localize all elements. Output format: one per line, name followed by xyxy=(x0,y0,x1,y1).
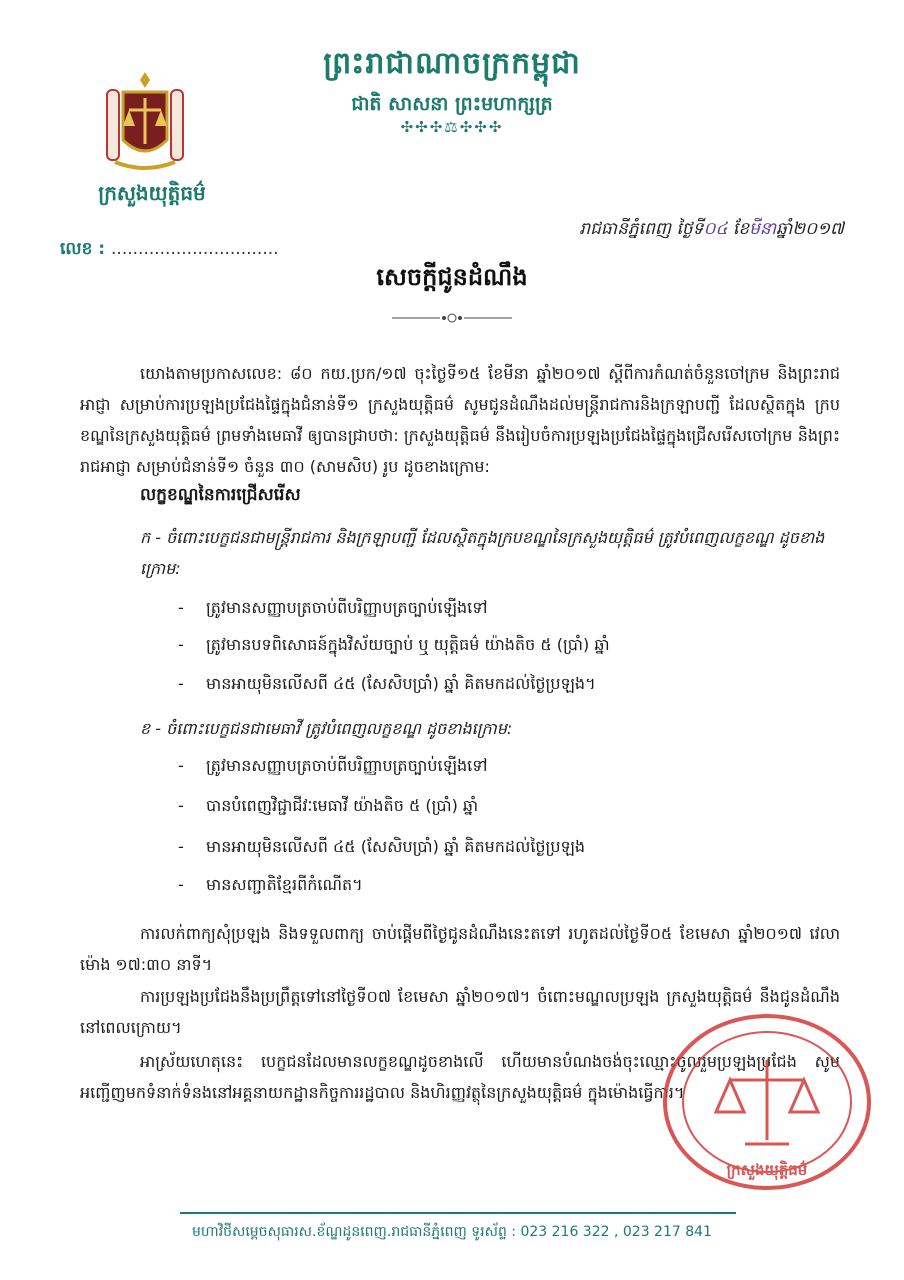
title-divider xyxy=(392,312,512,324)
list-item: - ត្រូវមានបទពិសោធន៍ក្នុងវិស័យច្បាប់ ឬ យុត្តិធម៌ យ៉ាងតិច ៥ (ប្រាំ) ឆ្នាំ xyxy=(178,635,610,654)
list-item: - មានសញ្ជាតិខ្មែរពីកំណើត។ xyxy=(178,875,363,894)
list-item: - បានបំពេញវិជ្ជាជីវៈមេធាវី យ៉ាងតិច ៥ (ប្រាំ) ឆ្នាំ xyxy=(178,796,479,815)
application-paragraph: ការលក់ពាក្យសុំប្រឡង និងទទួលពាក្យ ចាប់ផ្តើមពីថ្ងៃជូនដំណឹងនេះតទៅ រហូតដល់ថ្ងៃទី០៥ ខែមេសា ឆ្នាំ២០១៧ វេលាម៉ោង ១៧:៣០ នាទី។ xyxy=(80,924,840,974)
date-month: មីនា xyxy=(749,219,777,239)
date-prefix: រាជធានីភ្នំពេញ ថ្ងៃទី xyxy=(579,219,704,239)
date-day: ០៤ xyxy=(703,219,728,239)
intro-paragraph: យោងតាមប្រកាសលេខ: ៨០ កយ.ប្រក/១៧ ចុះថ្ងៃទី១៥ ខែមីនា ឆ្នាំ២០១៧ ស្តីពីការកំណត់ចំនួនចៅក្រម និងព្រះរាជអាជ្ញា សម្រាប់ការប្រឡងប្រជែងផ្ទៃក្នុងជំនាន់ទី១ ក្រសួងយុត្តិធម៌ សូមជូនដំណឹងដល់មន្ត្រីរាជការនិងក្រឡាបញ្ជី ដែលស្ថិតក្នុង ក្របខណ្ឌនៃក្រសួងយុត្តិធម៌ ព្រមទាំងមេធាវី ឲ្យបានជ្រាបថា: ក្រសួងយុត្តិធម៌ នឹងរៀបចំការប្រឡងប្រជែងផ្ទៃក្នុងជ្រើសរើសចៅក្រម និងព្រះរាជអាជ្ញា សម្រាប់ជំនាន់ទី១ ចំនួន ៣០ (សាមសិប) រូប ដូចខាងក្រោម: xyxy=(80,364,840,476)
footer-divider xyxy=(180,1212,736,1214)
national-motto: ជាតិ សាសនា ព្រះមហាក្សត្រ xyxy=(351,93,553,115)
ministry-seal-stamp xyxy=(660,1010,875,1195)
date-month-label: ខែ xyxy=(727,219,750,239)
list-item: - មានអាយុមិនលើសពី ៤៥ (សែសិបប្រាំ) ឆ្នាំ គិតមកដល់ថ្ងៃប្រឡង xyxy=(178,837,586,856)
exam-paragraph: ការប្រឡងប្រជែងនឹងប្រព្រឹត្តទៅនៅថ្ងៃទី០៧ ខែមេសា ឆ្នាំ២០១៧។ ចំពោះមណ្ឌលប្រឡង ក្រសួងយុត្តិធម៌ នឹងជូនដំណឹងនៅពេលក្រោយ។ xyxy=(80,987,840,1037)
list-item: - ត្រូវមានសញ្ញាបត្រចាប់ពីបរិញ្ញាបត្រច្បាប់ឡើងទៅ xyxy=(178,756,488,775)
ministry-emblem-icon xyxy=(95,70,195,180)
contact-paragraph: អាស្រ័យហេតុនេះ បេក្ខជនដែលមានលក្ខខណ្ឌដូចខាងលើ ហើយមានបំណងចង់ចុះឈ្មោះចូលរួមប្រឡងប្រជែង សូមអញ្ជើញមកទំនាក់ទំនងនៅអគ្គនាយកដ្ឋានកិច្ចការរដ្ឋបាល និងហិរញ្ញវត្ថុនៃក្រសួងយុត្តិធម៌ ក្នុងម៉ោងធ្វើការ។ xyxy=(80,1052,840,1102)
reference-label: លេខ : xyxy=(60,239,106,259)
list-item: - មានអាយុមិនលើសពី ៤៥ (សែសិបប្រាំ) ឆ្នាំ គិតមកដល់ថ្ងៃប្រឡង។ xyxy=(178,674,596,693)
ministry-name: ក្រសួងយុត្តិធម៌ xyxy=(98,181,206,205)
section-b-label: ខ - ចំពោះបេក្ខជនជាមេធាវី ត្រូវបំពេញលក្ខខណ្ឌ ដូចខាងក្រោម: xyxy=(140,719,513,738)
svg-text:ក្រសួងយុត្តិធម៌: ក្រសួងយុត្តិធម៌ xyxy=(726,1161,808,1179)
document-title: សេចក្តីជូនដំណឹង xyxy=(376,263,528,291)
criteria-heading: លក្ខខណ្ឌនៃការជ្រើសរើស xyxy=(140,485,301,505)
footer-address: មហាវិថីសម្តេចសុធារស.ខ័ណ្ឌដូនពេញ.រាជធានីភ្នំពេញ ទូរស័ព្ទ : 023 216 322 , 023 217 841 xyxy=(192,1224,712,1240)
section-a-label: ក - ចំពោះបេក្ខជនជាមន្ត្រីរាជការ និងក្រឡាបញ្ជី ដែលស្ថិតក្នុងក្របខណ្ឌនៃក្រសួងយុត្តិធម៌ ត្រូវបំពេញលក្ខខណ្ឌ ដូចខាងក្រោម: xyxy=(140,528,825,578)
header-ornament: ✣✣✣⚖✣✣✣ xyxy=(400,118,504,136)
reference-number xyxy=(60,238,279,263)
date-year: ឆ្នាំ២០១៧ xyxy=(776,219,844,239)
document-date xyxy=(579,218,844,243)
reference-dots: ............................... xyxy=(111,239,279,259)
list-item: - ត្រូវមានសញ្ញាបត្រចាប់ពីបរិញ្ញាបត្រច្បាប់ឡើងទៅ xyxy=(178,598,488,617)
kingdom-title: ព្រះរាជាណាចក្រកម្ពុជា xyxy=(323,46,581,81)
